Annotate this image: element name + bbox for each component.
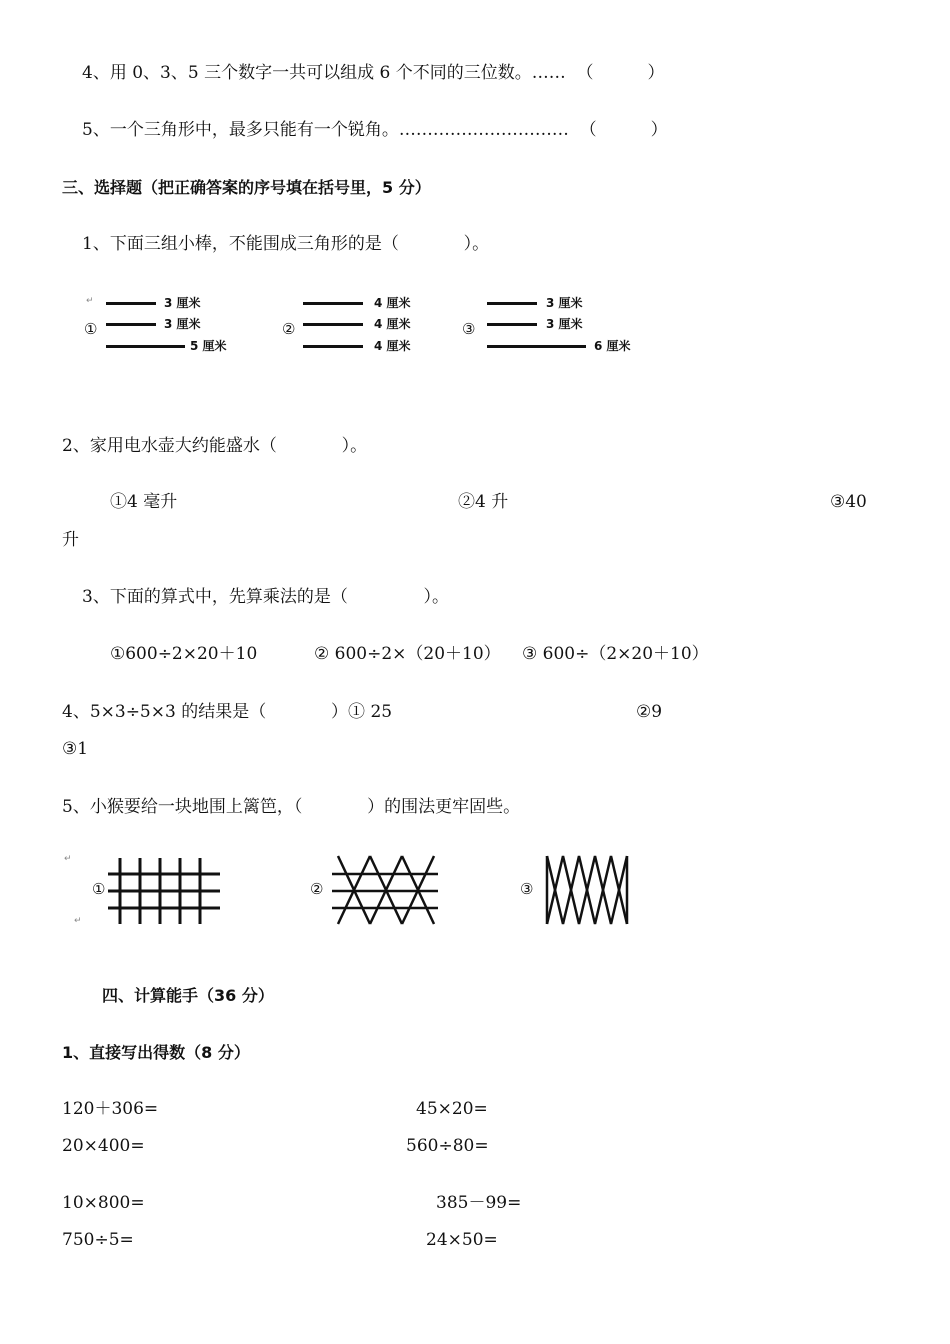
stick [487, 323, 537, 326]
choice-q2-opt1: ①4 毫升 [110, 492, 178, 512]
section3-title: 三、选择题（把正确答案的序号填在括号里，5 分） [62, 178, 431, 197]
stick [106, 302, 156, 305]
judgement-q5: 5、一个三角形中，最多只能有一个锐角。………………………… （ ） [82, 120, 668, 140]
group1-marker: ① [84, 320, 98, 338]
stick [303, 345, 363, 348]
fence3-marker: ③ [520, 880, 534, 898]
fence-figure [60, 850, 660, 930]
fence-square-grid [108, 858, 220, 924]
choice-q2-opt3-cont: 升 [62, 530, 79, 550]
fence2-marker: ② [310, 880, 324, 898]
judgement-q4: 4、用 0、3、5 三个数字一共可以组成 6 个不同的三位数。…… （ ） [82, 63, 665, 83]
choice-q1-text: 1、下面三组小棒，不能围成三角形的是（ ）。 [82, 234, 490, 254]
group2-marker: ② [282, 320, 296, 338]
fence1-marker: ① [92, 880, 106, 898]
stick [303, 302, 363, 305]
choice-q2-opt3: ③40 [830, 492, 867, 512]
stick-label: 3 厘米 [164, 296, 201, 310]
section4-sub1: 1、直接写出得数（8 分） [62, 1043, 250, 1062]
stick-label: 3 厘米 [546, 296, 583, 310]
stick [487, 302, 537, 305]
choice-q3-opt2: ② 600÷2×（20＋10） [314, 644, 501, 664]
choice-q3-text: 3、下面的算式中，先算乘法的是（ ）。 [82, 587, 449, 607]
fence-cross-with-rails [332, 856, 438, 924]
stick [487, 345, 586, 348]
stick [106, 323, 156, 326]
fence-diamond [547, 856, 627, 924]
stick-label: 4 厘米 [374, 317, 411, 331]
choice-q4-opt3: ③1 [62, 739, 89, 759]
problem-left: 120＋306= [62, 1099, 159, 1119]
fence-drawings [60, 850, 660, 930]
problem-left: 20×400= [62, 1136, 145, 1156]
stick-label: 4 厘米 [374, 339, 411, 353]
problem-left: 10×800= [62, 1193, 145, 1213]
return-mark: ↵ [74, 916, 82, 926]
stick [106, 345, 185, 348]
choice-q3-opt1: ①600÷2×20＋10 [110, 644, 258, 664]
section4-title: 四、计算能手（36 分） [102, 986, 274, 1005]
stick-label: 3 厘米 [164, 317, 201, 331]
choice-q2-opt2: ②4 升 [458, 492, 509, 512]
stick-label: 3 厘米 [546, 317, 583, 331]
stick-label: 6 厘米 [594, 339, 631, 353]
choice-q3-opt3: ③ 600÷（2×20＋10） [522, 644, 709, 664]
problem-right: 385－99= [436, 1193, 522, 1213]
return-mark: ↵ [86, 296, 94, 306]
return-mark: ↵ [64, 854, 72, 864]
choice-q4-opt2: ②9 [636, 702, 663, 722]
problem-right: 560÷80= [406, 1136, 489, 1156]
choice-q4-text: 4、5×3÷5×3 的结果是（ ）① 25 [62, 702, 393, 722]
stick [303, 323, 363, 326]
stick-label: 4 厘米 [374, 296, 411, 310]
problem-right: 24×50= [426, 1230, 498, 1250]
problem-left: 750÷5= [62, 1230, 134, 1250]
stick-label: 5 厘米 [190, 339, 227, 353]
choice-q5-text: 5、小猴要给一块地围上篱笆，（ ）的围法更牢固些。 [62, 797, 521, 817]
choice-q2-text: 2、家用电水壶大约能盛水（ ）。 [62, 436, 368, 456]
problem-right: 45×20= [416, 1099, 488, 1119]
group3-marker: ③ [462, 320, 476, 338]
sticks-figure [80, 290, 680, 360]
